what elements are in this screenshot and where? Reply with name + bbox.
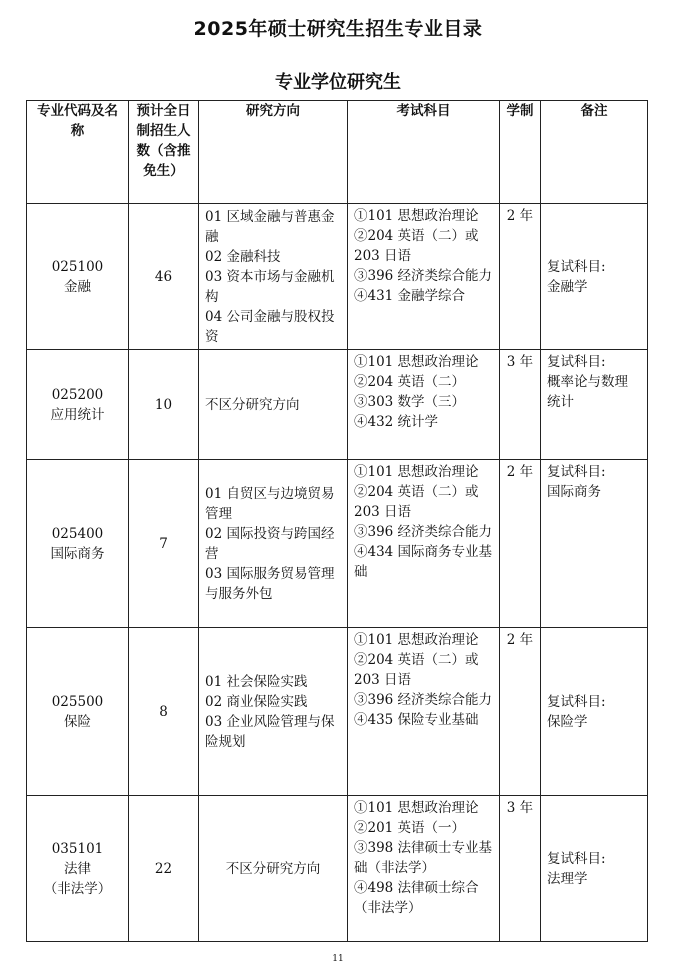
program-quota: 7 <box>129 460 199 628</box>
direction-item: 02 金融科技 <box>205 248 281 265</box>
program-code-name <box>27 628 129 796</box>
program-code: 025200 <box>51 386 104 403</box>
program-exams <box>348 796 500 942</box>
table-row <box>27 460 648 628</box>
note-label: 复试科目: <box>547 464 606 480</box>
direction-item: 02 商业保险实践 <box>205 693 308 710</box>
program-name: 应用统计 <box>50 406 105 423</box>
program-directions <box>199 628 348 796</box>
direction-item: 01 区域金融与普惠金融 <box>205 208 335 245</box>
header-code-name: 专业代码及名称 <box>27 101 129 204</box>
exam-item: ②204 英语（二）或 203 日语 <box>354 484 479 520</box>
program-code: 025500 <box>51 693 104 710</box>
program-code: 025400 <box>51 525 104 542</box>
program-exams <box>348 460 500 628</box>
program-name: 保险 <box>64 713 91 730</box>
program-name: 金融 <box>64 278 91 295</box>
exam-item: ②204 英语（二）或 203 日语 <box>354 228 479 264</box>
program-note <box>541 628 648 796</box>
program-code: 025100 <box>51 258 104 275</box>
program-catalog-table <box>26 100 648 942</box>
exam-item: ④432 统计学 <box>354 414 439 430</box>
exam-item: ①101 思想政治理论 <box>354 800 479 816</box>
program-code: 035101 <box>51 840 104 857</box>
program-name-qualifier: （非法学） <box>43 880 112 897</box>
exam-item: ①101 思想政治理论 <box>354 632 479 648</box>
program-directions <box>199 460 348 628</box>
program-directions <box>199 204 348 350</box>
note-value: 法理学 <box>547 870 588 887</box>
table-row <box>27 350 648 460</box>
program-length: 3 年 <box>500 350 541 460</box>
direction-item: 01 自贸区与边境贸易管理 <box>205 485 335 522</box>
exam-item: ①101 思想政治理论 <box>354 464 479 480</box>
exam-item: ③303 数学（三） <box>354 394 466 410</box>
exam-item: ②204 英语（二） <box>354 374 466 390</box>
note-value: 保险学 <box>547 713 588 730</box>
program-note <box>541 204 648 350</box>
exam-item: ④435 保险专业基础 <box>354 712 479 728</box>
note-label: 复试科目: <box>547 693 606 710</box>
header-note: 备注 <box>541 101 648 204</box>
exam-item: ①101 思想政治理论 <box>354 354 479 370</box>
program-code-name <box>27 350 129 460</box>
note-value: 概率论与数理统计 <box>547 374 628 410</box>
program-code-name <box>27 796 129 942</box>
exam-item: ④434 国际商务专业基础 <box>354 544 493 580</box>
exam-item: ③398 法律硕士专业基础（非法学） <box>354 840 493 876</box>
program-directions <box>199 350 348 460</box>
table-row <box>27 628 648 796</box>
direction-item: 不区分研究方向 <box>205 396 300 413</box>
exam-item: ①101 思想政治理论 <box>354 208 479 224</box>
table-header-row <box>27 101 648 204</box>
program-quota: 22 <box>129 796 199 942</box>
note-label: 复试科目: <box>547 850 606 867</box>
program-exams <box>348 350 500 460</box>
program-quota: 46 <box>129 204 199 350</box>
exam-item: ③396 经济类综合能力 <box>354 268 493 284</box>
program-note <box>541 350 648 460</box>
program-name: 法律 <box>64 860 91 877</box>
note-value: 国际商务 <box>547 484 601 500</box>
program-note <box>541 460 648 628</box>
program-directions <box>199 796 348 942</box>
direction-item: 03 企业风险管理与保险规划 <box>205 713 335 750</box>
direction-item: 04 公司金融与股权投资 <box>205 308 335 345</box>
program-exams <box>348 628 500 796</box>
page-title: 2025年硕士研究生招生专业目录 <box>193 18 483 40</box>
direction-item: 01 社会保险实践 <box>205 673 308 690</box>
program-quota: 8 <box>129 628 199 796</box>
program-note <box>541 796 648 942</box>
program-code-name <box>27 204 129 350</box>
program-length: 2 年 <box>500 204 541 350</box>
program-length: 3 年 <box>500 796 541 942</box>
note-label: 复试科目: <box>547 354 606 370</box>
exam-item: ④431 金融学综合 <box>354 288 466 304</box>
header-length: 学制 <box>500 101 541 204</box>
header-exam: 考试科目 <box>348 101 500 204</box>
table-row <box>27 204 648 350</box>
direction-item: 03 国际服务贸易管理与服务外包 <box>205 565 335 602</box>
program-exams <box>348 204 500 350</box>
note-value: 金融学 <box>547 278 588 295</box>
direction-item: 02 国际投资与跨国经营 <box>205 525 335 562</box>
exam-item: ③396 经济类综合能力 <box>354 524 493 540</box>
exam-item: ④498 法律硕士综合（非法学） <box>354 880 479 916</box>
direction-item: 03 资本市场与金融机构 <box>205 268 335 305</box>
exam-item: ②201 英语（一） <box>354 820 466 836</box>
program-length: 2 年 <box>500 460 541 628</box>
header-direction: 研究方向 <box>199 101 348 204</box>
program-code-name <box>27 460 129 628</box>
direction-item: 不区分研究方向 <box>225 860 321 877</box>
note-label: 复试科目: <box>547 258 606 275</box>
header-quota: 预计全日制招生人数（含推免生） <box>129 101 199 204</box>
exam-item: ③396 经济类综合能力 <box>354 692 493 708</box>
program-quota: 10 <box>129 350 199 460</box>
program-length: 2 年 <box>500 628 541 796</box>
program-name: 国际商务 <box>50 545 105 562</box>
section-subtitle: 专业学位研究生 <box>275 72 401 93</box>
exam-item: ②204 英语（二）或 203 日语 <box>354 652 479 688</box>
page-number: 11 <box>332 954 344 964</box>
table-row <box>27 796 648 942</box>
